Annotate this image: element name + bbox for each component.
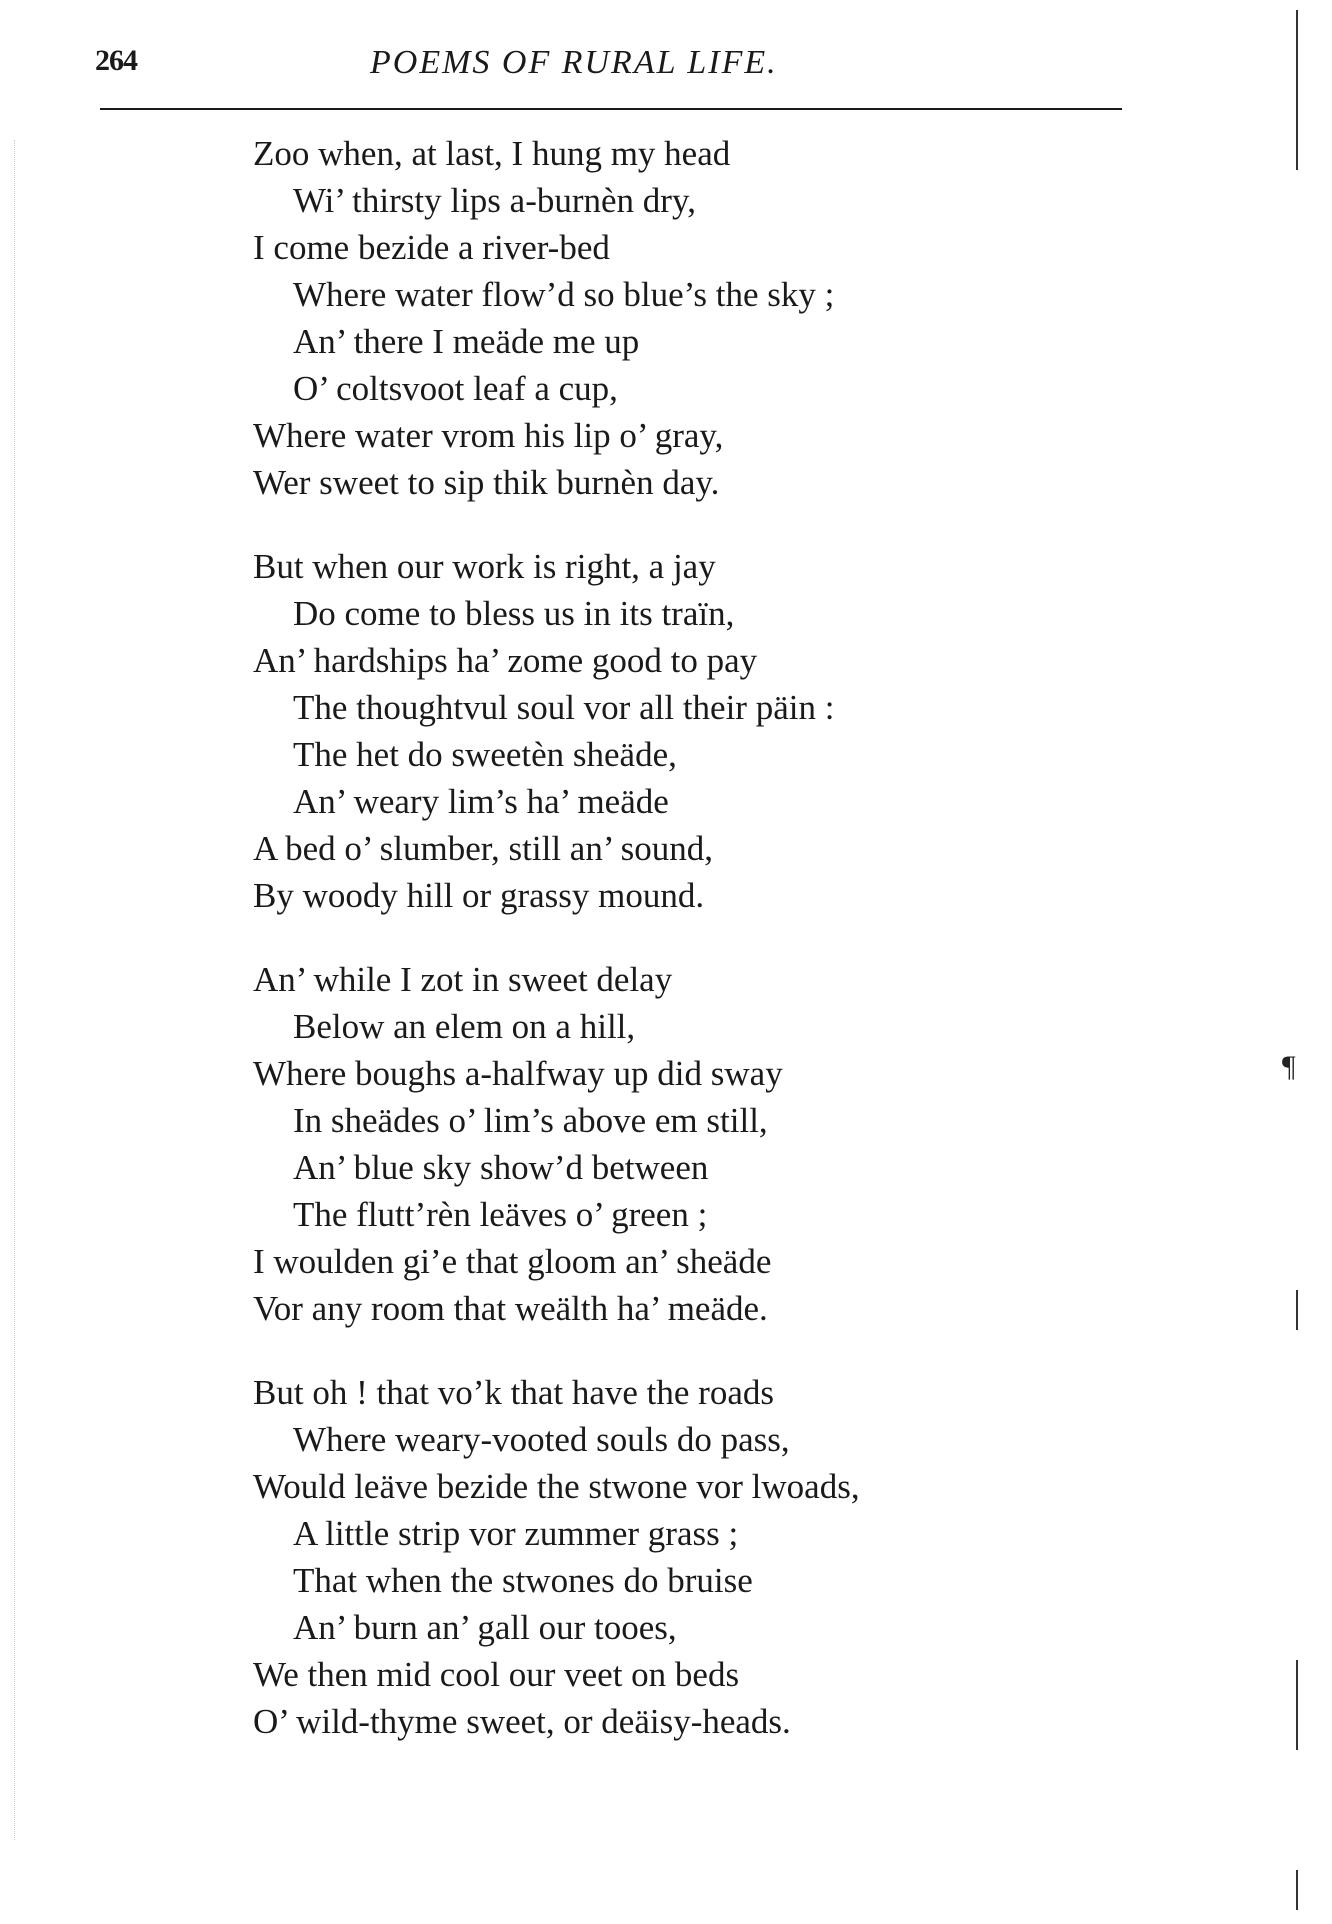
gutter-dots (14, 140, 16, 1840)
poem-line: An’ burn an’ gall our tooes, (293, 1608, 677, 1647)
poem-line: O’ wild-thyme sweet, or deäisy-heads. (253, 1702, 791, 1741)
poem-line: An’ there I meäde me up (293, 322, 640, 361)
poem-line: O’ coltsvoot leaf a cup, (293, 369, 618, 408)
scan-edge-top (1296, 10, 1298, 170)
running-title: POEMS OF RURAL LIFE. (370, 44, 778, 81)
poem-line: Wer sweet to sip thik burnèn day. (253, 463, 720, 502)
poem-line: We then mid cool our veet on beds (253, 1655, 740, 1694)
header-rule (100, 108, 1122, 110)
poem-line: Where boughs a-halfway up did sway (253, 1054, 783, 1093)
poem-line: But when our work is right, a jay (253, 547, 716, 586)
poem-line: That when the stwones do bruise (293, 1561, 753, 1600)
poem-line: An’ while I zot in sweet delay (253, 960, 673, 999)
poem-line: An’ weary lim’s ha’ meäde (293, 782, 669, 821)
pilcrow-mark-icon: ¶ (1282, 1050, 1296, 1083)
poem-line: Where weary-vooted souls do pass, (293, 1420, 790, 1459)
stanza-4 (253, 1369, 1013, 1745)
poem-line: Vor any room that weälth ha’ meäde. (253, 1289, 768, 1328)
poem-line: By woody hill or grassy mound. (253, 876, 705, 915)
poem-line: Where water vrom his lip o’ gray, (253, 416, 724, 455)
poem-line: An’ hardships ha’ zome good to pay (253, 641, 758, 680)
poem-line: Do come to bless us in its traïn, (293, 594, 735, 633)
poem-body (253, 130, 1013, 1782)
poem-line: Below an elem on a hill, (293, 1007, 636, 1046)
scan-edge-mid (1296, 1290, 1298, 1330)
poem-line: A little strip vor zummer grass ; (293, 1514, 739, 1553)
poem-line: But oh ! that vo’k that have the roads (253, 1373, 774, 1412)
poem-line: The het do sweetèn sheäde, (293, 735, 677, 774)
poem-line: I come bezide a river-bed (253, 228, 610, 267)
stanza-2 (253, 543, 1013, 919)
stanza-1 (253, 130, 1013, 506)
poem-line: An’ blue sky show’d between (293, 1148, 709, 1187)
poem-line: Zoo when, at last, I hung my head (253, 134, 731, 173)
page-number: 264 (95, 44, 137, 77)
poem-line: The flutt’rèn leäves o’ green ; (293, 1195, 708, 1234)
poem-line: Where water flow’d so blue’s the sky ; (293, 275, 835, 314)
stanza-3 (253, 956, 1013, 1332)
poem-line: Wi’ thirsty lips a-burnèn dry, (293, 181, 696, 220)
poem-line: A bed o’ slumber, still an’ sound, (253, 829, 714, 868)
poem-line: I woulden gi’e that gloom an’ sheäde (253, 1242, 772, 1281)
scan-edge-low (1296, 1660, 1298, 1750)
poem-line: Would leäve bezide the stwone vor lwoads, (253, 1467, 860, 1506)
poem-line: The thoughtvul soul vor all their päin : (293, 688, 835, 727)
poem-line: In sheädes o’ lim’s above em still, (293, 1101, 768, 1140)
scan-edge-bottom (1296, 1870, 1298, 1910)
